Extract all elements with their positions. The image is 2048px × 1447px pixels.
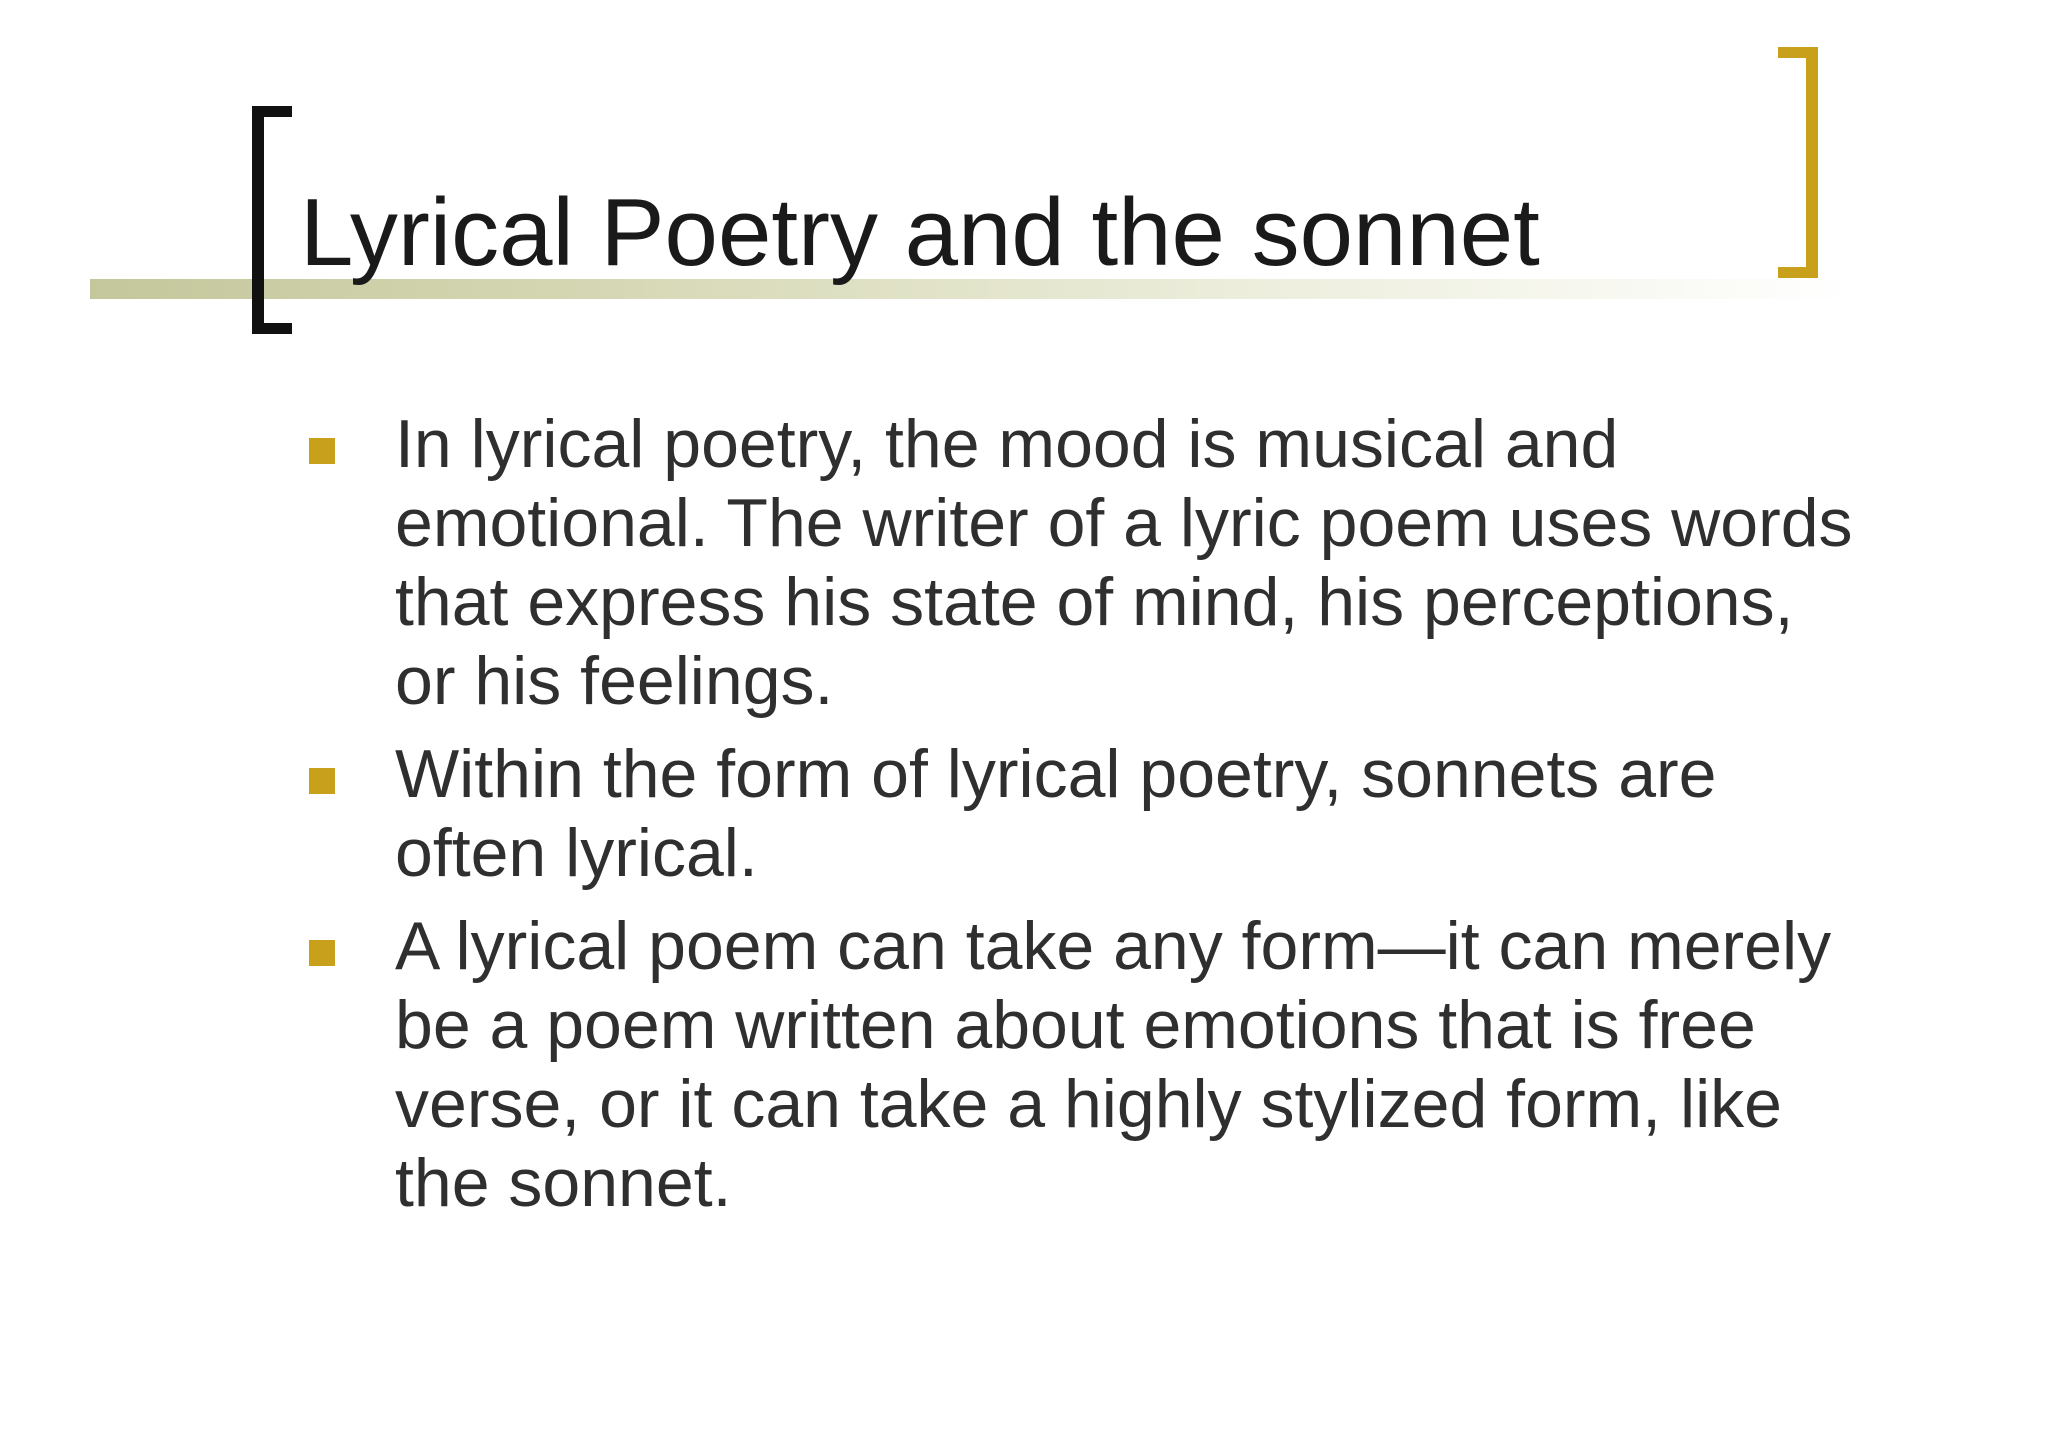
square-bullet-icon (309, 940, 335, 966)
bullet-list (300, 405, 1860, 1237)
bullet-item (300, 907, 1860, 1223)
bullet-item (300, 405, 1860, 721)
bullet-text: Within the form of lyrical poetry, sonnets are often lyrical. (395, 736, 1717, 891)
left-bracket-decoration (252, 106, 292, 334)
bullet-text: In lyrical poetry, the mood is musical and emotional. The writer of a lyric poem uses words that express his state of mind, his perceptions, or his feelings. (395, 406, 1853, 719)
slide-title: Lyrical Poetry and the sonnet (300, 179, 1540, 286)
square-bullet-icon (309, 768, 335, 794)
bullet-item (300, 735, 1860, 893)
right-bracket-decoration (1778, 47, 1818, 278)
bullet-text: A lyrical poem can take any form—it can merely be a poem written about emotions that is free verse, or it can take a highly stylized form, like the sonnet. (395, 908, 1832, 1221)
square-bullet-icon (309, 438, 335, 464)
